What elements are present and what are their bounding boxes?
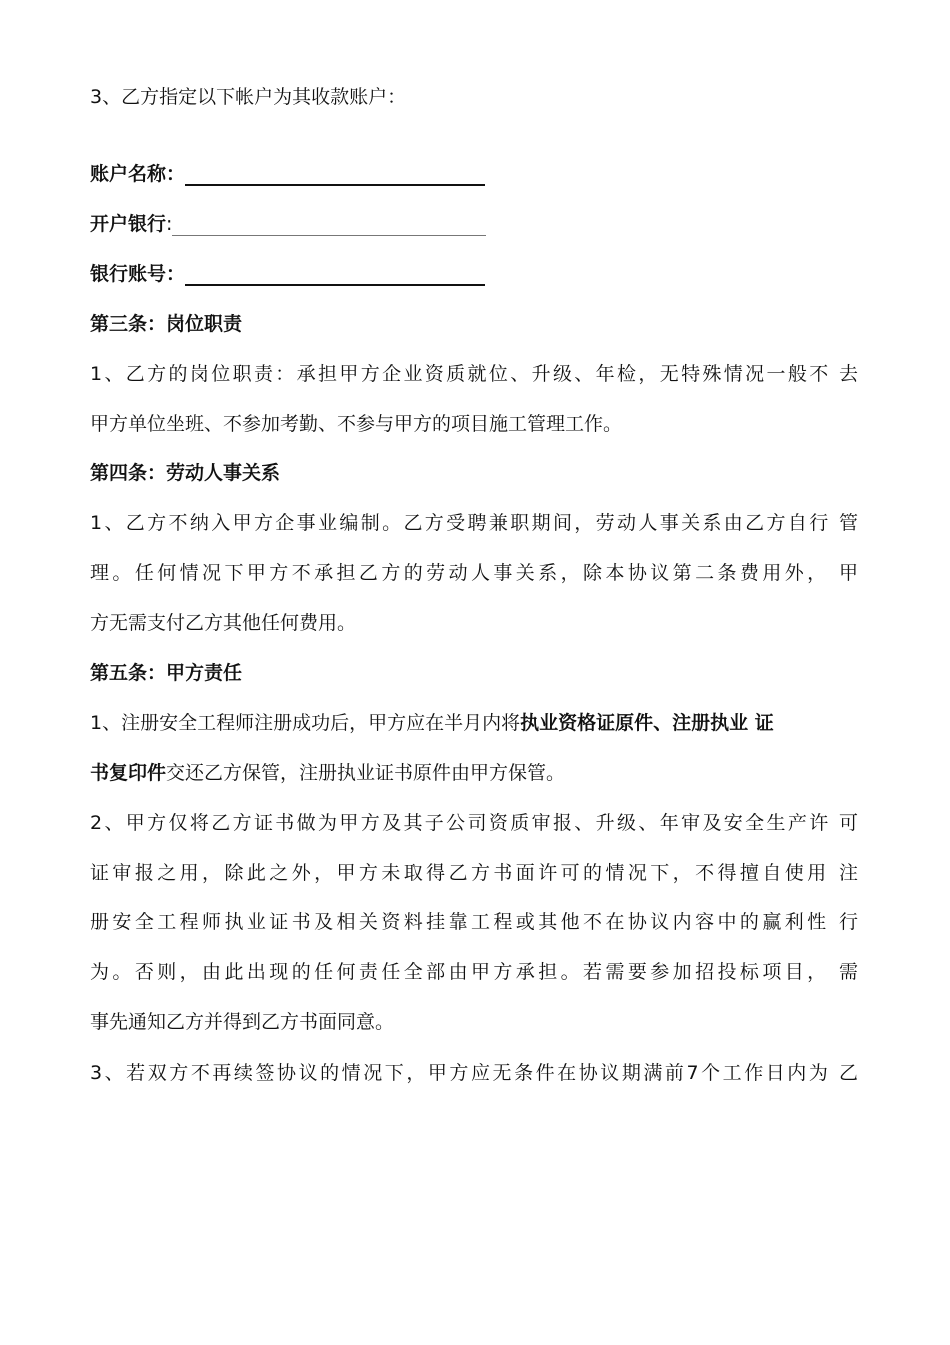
account-number-row (90, 262, 485, 286)
heading-article-3: 第三条：岗位职责 (90, 313, 243, 335)
article-5-item-3-line-1: 3、若双方不再续签协议的情况下，甲方应无条件在协议期满前7个工作日内为 乙 (90, 1062, 858, 1084)
clause-2-item-3: 3、乙方指定以下帐户为其收款账户： (90, 86, 407, 108)
article-3-line-2: 甲方单位坐班、不参加考勤、不参与甲方的项目施工管理工作。 (90, 413, 623, 435)
article-5-line-2-text: 交还乙方保管，注册执业证书原件由甲方保管。 (166, 762, 566, 784)
article-5-line-1-bold: 执业资格证原件、注册执业 证 (520, 712, 774, 734)
account-number-label: 银行账号： (90, 263, 186, 285)
article-4-line-1: 1、乙方不纳入甲方企事业编制。乙方受聘兼职期间，劳动人事关系由乙方自行 管 (90, 512, 858, 534)
account-name-row (90, 162, 485, 186)
heading-article-4: 第四条：劳动人事关系 (90, 462, 281, 484)
heading-article-5: 第五条：甲方责任 (90, 662, 243, 684)
article-4-line-2: 理。任何情况下甲方不承担乙方的劳动人事关系，除本协议第二条费用外， 甲 (90, 562, 858, 584)
article-5-line-1-text: 1、注册安全工程师注册成功后，甲方应在半月内将 (90, 712, 521, 734)
bank-blank (172, 215, 486, 236)
account-number-blank (185, 264, 485, 286)
bank-label: 开户银行 (90, 213, 167, 235)
article-5-line-2 (90, 761, 565, 785)
article-5-item-2-line-3: 册安全工程师执业证书及相关资料挂靠工程或其他不在协议内容中的赢利性 行 (90, 911, 858, 933)
article-5-item-2-line-2: 证审报之用，除此之外，甲方未取得乙方书面许可的情况下，不得擅自使用 注 (90, 862, 858, 884)
bank-row (90, 212, 486, 236)
article-5-item-2-line-5: 事先通知乙方并得到乙方书面同意。 (90, 1011, 395, 1033)
article-4-line-3: 方无需支付乙方其他任何费用。 (90, 612, 357, 634)
article-5-line-2-bold: 书复印件 (90, 762, 167, 784)
article-5-item-2-line-1: 2、甲方仅将乙方证书做为甲方及其子公司资质审报、升级、年审及安全生产许 可 (90, 812, 858, 834)
article-5-line-1 (90, 711, 858, 735)
article-5-item-2-line-4: 为。否则，由此出现的任何责任全部由甲方承担。若需要参加招投标项目， 需 (90, 961, 858, 983)
bank-colon: : (166, 213, 173, 235)
account-name-blank (185, 164, 485, 186)
account-name-label: 账户名称： (90, 163, 186, 185)
article-3-line-1: 1、乙方的岗位职责：承担甲方企业资质就位、升级、年检，无特殊情况一般不 去 (90, 363, 858, 385)
